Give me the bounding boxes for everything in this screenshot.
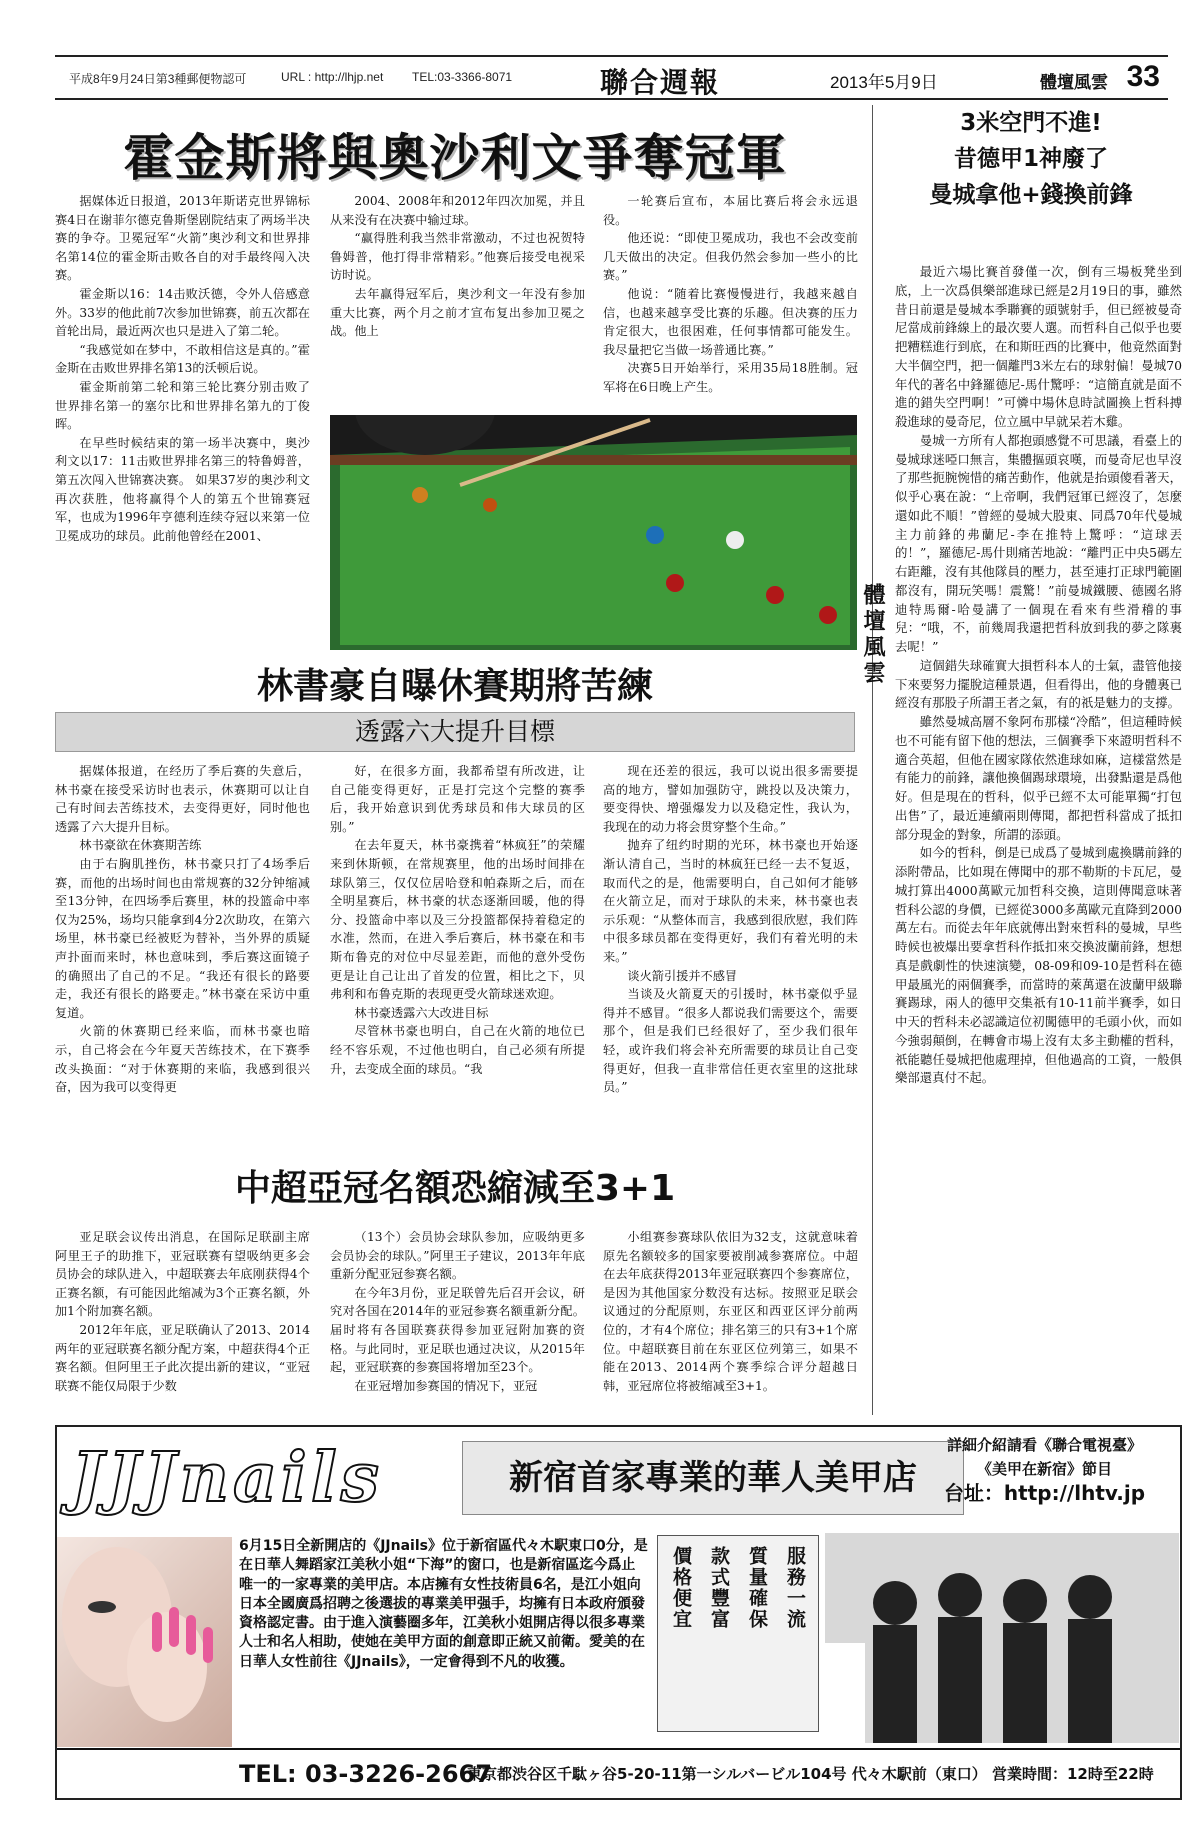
article1-paragraph: 一轮赛后宣布，本届比赛后将会永远退役。 [603, 194, 858, 227]
article3-paragraph: 小组赛参赛球队依旧为32支，这就意味着原先名额较多的国家要被削减参赛席位。中超在去年底获得2013年亚冠联赛四个参赛席位，是因为其他国家分数没有达标。按照亚足联会议通过的分配原则，东亚区和西亚区评分前两位的，才有4个席位；排名第三的只有3+1个席位。中超联赛目前在东亚区位列第三，如果不能在2013、2014两个赛季综合评分超越日韩，亚冠席位将被缩减至3+1。 [603, 1230, 858, 1393]
salon-logo: JJJnails [71, 1438, 383, 1518]
tagline-line: 質量確保 [746, 1546, 768, 1630]
salon-description: 6月15日全新開店的《JJnails》位于新宿區代々木駅東口0分，是在日華人舞蹈家江美秋小姐“下海”的窗口，也是新宿區迄今爲止唯一的一家專業的美甲店。本店擁有女性技術員6名，是江小姐向日本全國廣爲招聘之後選拔的專業美甲强手，均擁有日本政府頒發資格認定書。由于進入演藝圈多年，江美秋小姐開店得以很多專業人士和名人相助，使她在美甲方面的創意即正統又前衛。愛美的在日華人女性前往《JJnails》，一定會得到不凡的收獲。 [239, 1538, 648, 1670]
article3-headline: 中超亞冠名額恐縮減至3+1 [234, 1168, 676, 1209]
article2-paragraph: 据媒体报道，在经历了季后赛的失意后，林书豪在接受采访时也表示，休赛期可以让自己有时间去苦练技术，去变得更好，同时他也透露了六大提升目标。 [55, 764, 310, 834]
right-headline-line: 昔德甲1神廢了 [953, 146, 1108, 172]
tagline-line: 服務一流 [784, 1546, 806, 1630]
nail-salon-advertisement [55, 1425, 1182, 1800]
snooker-table-illustration [330, 415, 857, 650]
article2-subtitle: 林书豪透露六大改进目标 [354, 1005, 489, 1020]
article2-col3 [603, 762, 858, 1154]
article3-paragraph: 在亚冠增加参赛国的情况下，亚冠 [354, 1378, 538, 1393]
article2-col2 [330, 762, 585, 1154]
article2-paragraph: 抛弃了纽约时期的光环，林书豪也开始逐渐认清自己，当时的林疯狂已经一去不复返，取而代之的是，他需要明白，自己如何才能够在火箭立足，而对于球队的未来，林书豪也表示乐观：“从整体而言，我感到很欣慰，我们阵中很多球员都在变得更好，我们有着光明的未来。” [603, 838, 858, 964]
article3-paragraph: 亚足联会议传出消息，在国际足联副主席阿里王子的助推下，亚冠联赛有望吸纳更多会员协会的球队进入，中超联赛去年底刚获得4个正赛名额，有可能因此缩减为3个正赛名额，外加1个附加赛名额。 [55, 1230, 310, 1319]
right-headline-line: 曼城拿他+錢換前鋒 [929, 182, 1133, 208]
issue-date: 2013年5月9日 [830, 73, 938, 92]
article2-paragraph: 好，在很多方面，我都希望有所改进，让自己能变得更好，正是打完这个完整的赛季后，我开始意识到优秀球员和伟大球员的区别。” [330, 764, 585, 834]
article1-paragraph: 霍金斯前第二轮和第三轮比赛分别击败了世界排名第一的塞尔比和世界排名第九的丁俊晖。 [55, 379, 310, 432]
article1-paragraph: 在早些时候结束的第一场半决赛中，奥沙利文以17：11击败世界排名第三的特鲁姆普，第五次闯入世锦赛决赛。 如果37岁的奥沙利文再次获胜，他将赢得个人的第五个世锦赛冠军，也成为1996年亨德利连续夺冠以来第一位卫冕成功的球员。此前他曾经在2001、 [55, 435, 310, 543]
article1-col1 [55, 192, 310, 654]
right-paragraph: 這個錯失球確實大損哲科本人的士氣，盡管他接下來要努力擺脫這種景遇，但看得出，他的身體裏已經沒有那股子所謂王者之氣，有的祇是魅力的支撐。 [895, 657, 1182, 711]
paper-name: 聯合週報 [600, 67, 721, 98]
tv-info [917, 1433, 1172, 1505]
postal-permit: 平成8年9月24日第3種郵便物認可 [69, 72, 247, 86]
ad-footer [57, 1748, 1180, 1798]
right-paragraph: 最近六場比賽首發僅一次，倒有三場板凳坐到底，上一次爲俱樂部進球已經是2月19日的事，雖然昔日前還是曼城本季聯賽的頭號射手，但已經被曼奇尼當成前鋒線上的最次要人選。而哲科自己似乎也要把糟糕進行到底，在和斯旺西的比賽中，他竟然面對大半個空門，把一個離門3米左右的球射偏！曼城70年代的著名中鋒羅德尼-馬什驚呼：“這簡直就是面不進的錯失空門啊！”可憐中場休息時試圖換上哲科搏殺進球的曼奇尼，位立風中早就呆若木雞。 [895, 264, 1182, 429]
article3-col1 [55, 1228, 310, 1418]
article2-paragraph: 在去年夏天，林书豪携着“林疯狂”的荣耀来到休斯顿，在常规赛里，他的出场时间排在球队第三，仅仅位居哈登和帕森斯之后，而在全明星赛后，林书豪的状态逐渐回暖，他的得分、投篮命中率以及三分投篮都保持着稳定的水准，然而，在进入季后赛后，林书豪在和韦斯布鲁克的对位中尽显差距，而他的意外受伤更是让自己让出了首发的位置，相比之下，贝弗利和布鲁克斯的表现更受火箭球迷欢迎。 [330, 838, 585, 1002]
right-paragraph: 雖然曼城高層不象阿布那樣“冷酷”，但這種時候也不可能有留下他的想法，三個賽季下來證明哲科不適合英超，但他在國家隊依然進球如麻，這樣當然是有能力的前鋒，讓他換個踢球環境，出發點還是爲他好。但是現在的哲科，似乎已經不太可能單獨“打包出售”了，最近連續兩則傳聞，都把哲科當成了抵扣部分現金的對象，所謂的添頭。 [895, 714, 1182, 842]
article1-paragraph: “赢得胜利我当然非常激动，不过也祝贺特鲁姆普，他打得非常精彩。”他赛后接受电视采访时说。 [330, 231, 585, 283]
tv-info-line: 詳細介紹請看《聯合電視臺》 [946, 1436, 1142, 1454]
article2-paragraph: 现在还差的很远，我可以说出很多需要提高的地方，譬如加强防守，跳投以及决策力，要变得快、增强爆发力以及稳定性，我认为，我现在的动力将会贯穿整个生命。” [603, 764, 858, 834]
staff-group-illustration [825, 1533, 1179, 1743]
tv-url: 台址：http://lhtv.jp [943, 1481, 1146, 1505]
article1-col3 [603, 192, 858, 417]
snooker-photo [330, 415, 857, 650]
article1-paragraph: 他还说：“即使卫冕成功，我也不会改变前几天做出的决定。但我仍然会参加一些小的比赛。” [603, 231, 858, 283]
article2-col1 [55, 762, 310, 1154]
tv-info-line: 《美甲在新宿》節目 [976, 1460, 1112, 1478]
article1-paragraph: 去年赢得冠军后，奥沙利文一年没有参加重大比赛，两个月之前才宣布复出参加卫冕之战。他上 [330, 286, 585, 339]
article2-headline: 林書豪自曝休賽期將苦練 [256, 666, 653, 707]
article3-col2 [330, 1228, 585, 1418]
article1-paragraph: 他说：“随着比赛慢慢进行，我越来越自信，也越来越享受比赛的乐趣。但决赛的压力肯定很大，也很困难，任何事情都可能发生。我尽量把它当做一场普通比赛。” [603, 286, 858, 357]
tagline-line: 款式豐富 [708, 1546, 730, 1630]
header-tel: TEL:03-3366-8071 [412, 70, 513, 84]
right-paragraph: 曼城一方所有人都抱頭感覺不可思議，看臺上的曼城球迷啞口無言，集體摳頭哀嘆，而曼奇尼也早沒了那些扼腕惋惜的痛苦動作，他就是抬頭傻看著天，似乎心裏在說：“上帝啊，我們冠軍已經沒了，怎麼還如此不順！”曾經的曼城大股東、同爲70年代曼城主力前鋒的弗蘭尼-李在推特上驚呼：“這球丟的！”，羅德尼-馬什則痛苦地說：“離門正中央5碼左右距離，沒有其他隊員的壓力，甚至連打正球門範圍都沒有，開玩笑嗎！震驚！”前曼城鐵腰、德國名將迪特馬爾-哈曼講了一個現在看來有些滑稽的事兒：“哦，不，前幾周我還把哲科放到我的夢之隊裏去呢！” [895, 432, 1182, 654]
article2-subtitle: 林书豪欲在休赛期苦练 [79, 838, 202, 853]
article3-paragraph: 在今年3月份，亚足联曾先后召开会议，研究对各国在2014年的亚冠参赛名额重新分配。届时将有各国联赛获得参加亚冠附加赛的资格。与此同时，亚足联也通过决议，从2015年起，亚冠联赛的参赛国将增加至23个。 [330, 1285, 585, 1375]
article1-paragraph: “我感觉如在梦中，不敢相信这是真的。”霍金斯在击败世界排名第13的沃顿后说。 [55, 342, 310, 376]
article1-col2 [330, 192, 585, 417]
column-divider [872, 105, 873, 1415]
article2-paragraph: 尽管林书豪也明白，自己在火箭的地位已经不容乐观，不过他也明白，自己必须有所提升，去变成全面的球员。“我 [330, 1024, 585, 1076]
article2-paragraph: 由于右胸肌挫伤，林书豪只打了4场季后赛，而他的出场时间也由常规赛的32分钟缩减至13分钟，在四场季后赛里，林的投篮命中率仅为25%，场均只能拿到4分2次助攻，在第六场里，林书豪已经被贬为替补，当外界的质疑声扑面而来时，林也意味到，季后赛这面镜子的确照出了自己的不足。“我还有很长的路要走，我还有很长的路要走。”林书豪在采访中重复道。 [55, 856, 310, 1020]
page-number: 33 [1126, 60, 1160, 93]
article3-col3 [603, 1228, 858, 1418]
article2-paragraph: 当谈及火箭夏天的引援时，林书豪似乎显得并不感冒。“很多人都说我们需要这个，需要那个，但是我们已经很好了，至少我们很年轻，或许我们将会补充所需要的球员让自己变得更好，但我一直非常信任更衣室里的这批球员。” [603, 987, 858, 1095]
right-paragraph: 如今的哲科，倒是已成爲了曼城到處換購前鋒的添附帶品，比如現在傳聞中的那不勒斯的卡瓦尼，曼城打算出4000萬歐元加哲科交換，這則傳聞意味著哲科公認的身價，已經從3000多萬歐元直降到2000萬左右。而從去年年底就傳出對來哲科的曼城，早些時候也被爆出要拿哲科作抵扣來交換波蘭前鋒，想想真是戲劇性的快速演變，08-09和09-10是哲科在德甲最風光的兩個賽季，而當時的萊萬還在波蘭甲級聯賽踢球，兩人的德甲交集祇有10-11前半賽季，如日中天的哲科未必認識這位初闖德甲的毛頭小伙，而如今強弱顛倒，在轉會市場上沒有太多主動權的哲科，祇能聽任曼城把他處理掉，但他過高的工資，一般俱樂部還真付不起。 [895, 845, 1182, 1086]
article1-paragraph: 霍金斯以16：14击败沃德，令外人倍感意外。33岁的他此前7次参加世锦赛，前五次都在首轮出局，最近两次也只是进入了第二轮。 [55, 286, 310, 339]
section-name: 體壇風雲 [1040, 73, 1108, 92]
article3-paragraph: 2012年年底，亚足联确认了2013、2014两年的亚冠联赛名额分配方案，中超获得4个正赛名额。但阿里王子此次提出新的建议，“亚冠联赛不能仅局限于少数 [55, 1322, 310, 1393]
salon-banner: 新宿首家專業的華人美甲店 [462, 1441, 964, 1515]
nails-illustration [57, 1537, 232, 1747]
section-side-label: 體壇風雲 [860, 583, 885, 687]
salon-tagline-box [657, 1535, 819, 1732]
article1-paragraph: 据媒体近日报道，2013年斯诺克世界锦标赛4日在谢菲尔德克鲁斯堡剧院结束了两场半决赛的争夺。卫冕冠军“火箭”奥沙利文和世界排名第14位的霍金斯击败各自的对手最终闯入决赛。 [55, 194, 310, 283]
article2-paragraph: 火箭的休赛期已经来临，而林书豪也暗示，自己将会在今年夏天苦练技术，在下赛季改头换面：“对于休赛期的来临，我感到很兴奋，因为我可以变得更 [55, 1024, 310, 1095]
right-headline [880, 105, 1182, 213]
staff-photo [825, 1533, 1179, 1743]
header-rule-top [55, 55, 1168, 57]
header-rule-bottom [55, 98, 1168, 100]
salon-phone: TEL: 03-3226-2667 [239, 1760, 492, 1788]
article1-paragraph: 2004、2008年和2012年四次加冕，并且从来没有在决赛中输过球。 [330, 194, 585, 227]
right-article-body [895, 263, 1182, 1411]
article3-paragraph: （13个）会员协会球队参加，应吸纳更多会员协会的球队。”阿里王子建议，2013年年底重新分配亚冠参赛名额。 [330, 1230, 585, 1282]
article2-subhead: 透露六大提升目標 [55, 712, 855, 752]
header-url: URL : http://lhjp.net [281, 70, 384, 84]
article1-headline: 霍金斯將與奧沙利文爭奪冠軍 [123, 129, 787, 187]
tagline-line: 價格便宜 [670, 1546, 692, 1630]
salon-address: 東京都渋谷区千駄ヶ谷5-20-11第一シルバービル104号 代々木駅前（東口） 営業時間：12時至22時 [467, 1765, 1154, 1783]
page-header [55, 58, 1168, 100]
article2-subtitle: 谈火箭引援并不感冒 [627, 968, 738, 983]
right-headline-line: 3米空門不進! [960, 110, 1102, 136]
article1-paragraph: 决赛5日开始举行，采用35局18胜制。冠军将在6日晚上产生。 [603, 361, 858, 394]
model-hand-photo [57, 1537, 232, 1747]
